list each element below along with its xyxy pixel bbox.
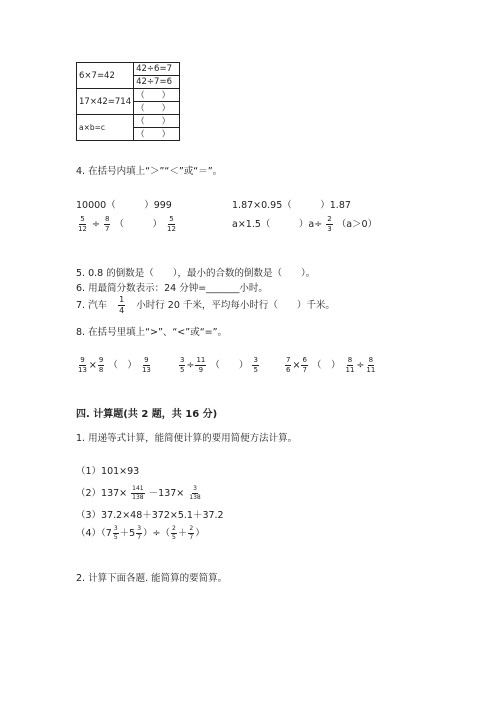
fraction: $\frac{8}{11}$ [345,356,355,374]
table-cell: 6×7=42 [77,63,134,89]
question-4b: 1.87×0.95（ ）1.87 [232,200,351,211]
fraction: $\frac{2}{3}$ [327,215,332,233]
table-cell: 42÷6=7 [134,63,180,76]
fraction: $\frac{9}{13}$ [78,356,87,374]
fraction: $\frac{9}{13}$ [141,356,151,374]
question-7: 7. 汽车 $\frac{1}{4}$ 小时行 20 千米，平均每小时行（ ）千米。 [76,295,335,315]
question-6: 6. 用最简分数表示：24 分钟=_______小时。 [76,283,268,294]
fraction: $\frac{2}{5}$ [172,525,176,541]
fraction: $\frac{5}{12}$ [78,215,87,233]
question-4c: $\frac{5}{12}$ ÷ $\frac{8}{7}$ （ ） $\frac{5}{12}$ [78,215,176,233]
fraction: $\frac{5}{12}$ [167,215,176,233]
fraction: $\frac{8}{7}$ [104,215,110,233]
fraction: $\frac{3}{5}$ [180,356,185,374]
table-cell: 17×42=714 [77,89,134,115]
fraction: $\frac{11}{9}$ [196,356,206,374]
table-cell: a×b=c [77,115,134,141]
fraction: $\frac{141}{138}$ [132,485,144,501]
table-cell: （ ） [134,115,180,128]
table-cell: （ ） [134,89,180,102]
question-5: 5. 0.8 的倒数是（ ），最小的合数的倒数是（ ）。 [76,268,316,279]
fraction: $\frac{8}{11}$ [366,356,376,374]
question-8-item-1: $\frac{9}{13}$ × $\frac{9}{8}$ （ ） $\frac{9}{13}$ [78,356,151,374]
question-4a: 10000（ ）999 [76,200,172,211]
fraction: $\frac{2}{7}$ [189,525,194,541]
fraction: $\frac{6}{7}$ [302,356,307,374]
section-heading: 四. 计算题(共 2 题，共 16 分) [76,409,218,420]
fraction: $\frac{3}{7}$ [137,525,142,541]
fraction: $\frac{1}{4}$ [119,295,125,315]
question-8-title: 8. 在括号里填上“>”、“<”或“=”。 [76,327,227,338]
fact-family-table [76,62,180,141]
table-cell: 42÷7=6 [134,76,180,89]
table-cell: （ ） [134,102,180,115]
table-cell: （ ） [134,128,180,141]
fraction: $\frac{3}{5}$ [253,356,258,374]
question-8-item-3: $\frac{7}{6}$ × $\frac{6}{7}$ （ ） $\frac{8}{11}$ ÷ $\frac{8}{11}$ [286,356,376,374]
calc-1-part-1: （1）101×93 [76,466,140,477]
question-4d: a×1.5（ ）a÷ $\frac{2}{3}$ （a＞0） [232,215,378,233]
calc-1-title: 1. 用递等式计算，能简便计算的要用简便方法计算。 [76,433,298,444]
calc-1-part-3: （3）37.2×48＋372×5.1＋37.2 [76,510,224,521]
question-4-title: 4. 在括号内填上“＞”“＜”或“＝”。 [76,166,223,177]
fraction: $\frac{3}{5}$ [113,525,118,541]
calc-2-title: 2. 计算下面各题. 能简算的要简算。 [76,573,228,584]
fraction: $\frac{3}{138}$ [189,485,201,501]
calc-1-part-4: （4）（7 $\frac{3}{5}$ ＋5 $\frac{3}{7}$ ）÷（ $\frac{2}{5}$ ＋ $\frac{2}{7}$ ） [76,525,205,541]
fraction: $\frac{7}{6}$ [286,356,291,374]
question-8-item-2: $\frac{3}{5}$ ÷ $\frac{11}{9}$ （ ） $\frac{3}{5}$ [180,356,258,374]
calc-1-part-2: （2）137× $\frac{141}{138}$ －137× $\frac{3}{138}$ [76,485,201,501]
fraction: $\frac{9}{8}$ [98,356,104,374]
